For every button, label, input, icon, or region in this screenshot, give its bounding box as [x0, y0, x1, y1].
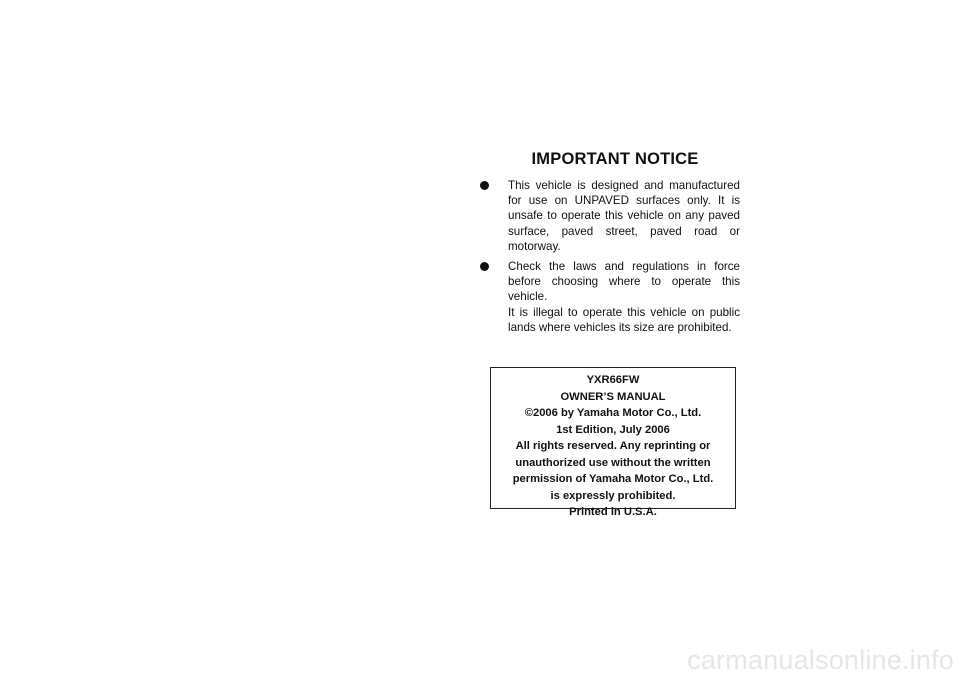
- rights-line: permission of Yamaha Motor Co., Ltd.: [512, 473, 714, 485]
- edition-line: 1st Edition, July 2006: [556, 423, 670, 436]
- notice-item-laws: [478, 259, 740, 335]
- copyright-notice: ©2006 by Yamaha Motor Co., Ltd.: [524, 407, 702, 419]
- notice-list: [478, 178, 740, 340]
- rights-line: unauthorized use without the written: [515, 456, 711, 469]
- manual-title: OWNER’S MANUAL: [560, 390, 666, 403]
- rights-line: is expressly prohibited.: [550, 489, 676, 502]
- watermark: carmanualsonline.info: [687, 645, 954, 675]
- bullet-icon: [480, 262, 489, 271]
- notice-title: IMPORTANT NOTICE: [531, 150, 699, 168]
- notice-item-text: Check the laws and regulations in force before choosing where to operate this vehicle.: [508, 260, 740, 304]
- notice-item-paved-surfaces: [478, 178, 740, 254]
- model-code: YXR66FW: [586, 374, 640, 386]
- rights-line: All rights reserved. Any reprinting or: [515, 440, 711, 452]
- notice-item-text: This vehicle is designed and manufactured for use on UNPAVED surfaces only. It is unsafe to operate this vehicle on any paved surface, paved street, paved road or motorway.: [508, 179, 740, 253]
- bullet-icon: [480, 181, 489, 190]
- printed-line: Printed in U.S.A.: [569, 506, 657, 518]
- notice-item-text: It is illegal to operate this vehicle on public lands where vehicles its size are prohibited.: [508, 305, 740, 334]
- copyright-box: [490, 367, 736, 518]
